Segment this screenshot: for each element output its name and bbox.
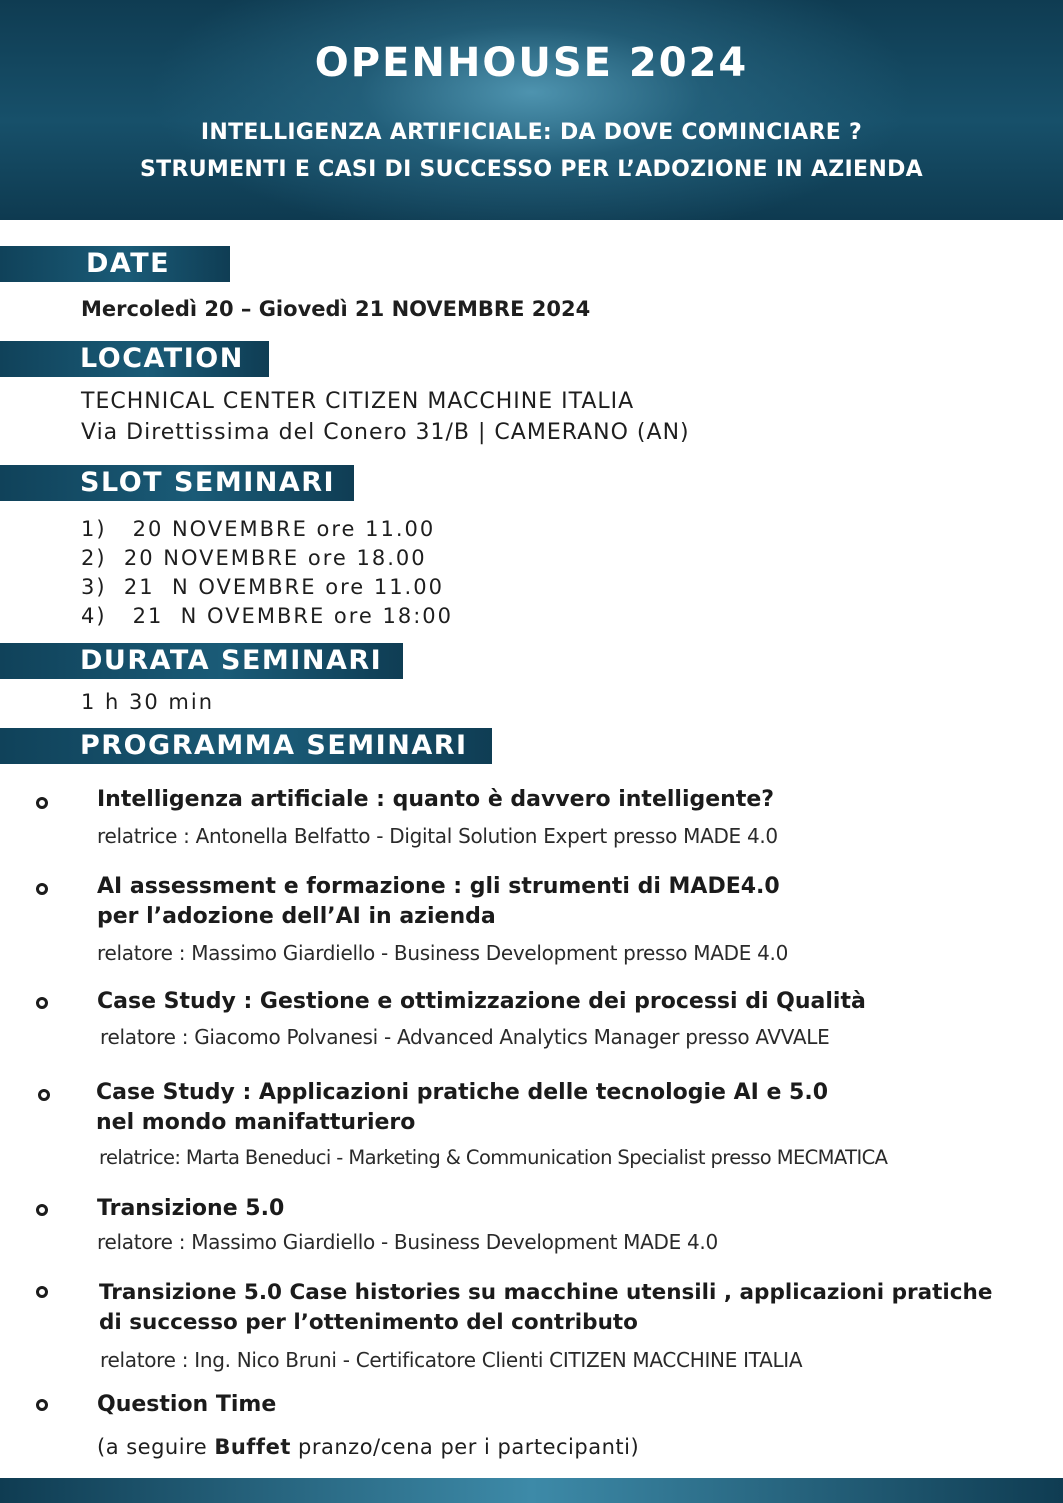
footer-bar xyxy=(0,1478,1063,1503)
program-item-title-continued: di successo per l’ottenimento del contributo xyxy=(99,1310,638,1335)
program-item-title: Transizione 5.0 Case histories su macchine utensili , applicazioni pratiche xyxy=(99,1280,993,1305)
program-item-speaker: relatore : Massimo Giardiello - Business Development MADE 4.0 xyxy=(97,1230,718,1254)
program-item-title-continued: nel mondo manifatturiero xyxy=(96,1110,416,1135)
section-heading-location: LOCATION xyxy=(0,341,269,377)
program-item-speaker: relatore : Massimo Giardiello - Business Development presso MADE 4.0 xyxy=(97,941,789,965)
program-item-speaker: relatore : Ing. Nico Bruni - Certificatore Clienti CITIZEN MACCHINE ITALIA xyxy=(100,1348,803,1372)
program-item-speaker: relatrice: Marta Beneduci - Marketing & Communication Specialist presso MECMATICA xyxy=(99,1146,888,1169)
program-item-title-continued: per l’adozione dell’AI in azienda xyxy=(97,904,496,929)
program-item-title: Intelligenza artificiale : quanto è davvero intelligente? xyxy=(97,787,775,812)
subtitle-line-1: INTELLIGENZA ARTIFICIALE: DA DOVE COMINCIARE ? xyxy=(200,120,863,145)
section-heading-duration: DURATA SEMINARI xyxy=(0,643,403,679)
bullet-icon xyxy=(36,797,48,809)
section-heading-program: PROGRAMMA SEMINARI xyxy=(0,728,492,764)
program-item-title: Case Study : Gestione e ottimizzazione dei processi di Qualità xyxy=(97,989,866,1014)
page-title: OPENHOUSE 2024 xyxy=(314,40,749,86)
location-address: Via Direttissima del Conero 31/B | CAMERANO (AN) xyxy=(81,420,690,445)
section-heading-slots: SLOT SEMINARI xyxy=(0,465,354,501)
program-item-title: AI assessment e formazione : gli strumenti di MADE4.0 xyxy=(97,874,780,899)
duration-value: 1 h 30 min xyxy=(81,690,215,714)
bullet-icon xyxy=(36,1204,48,1216)
program-item-title: Case Study : Applicazioni pratiche delle tecnologie AI e 5.0 xyxy=(96,1080,829,1105)
slot-item: 3) 21 N OVEMBRE ore 11.00 xyxy=(81,575,444,599)
bullet-icon xyxy=(36,1399,48,1411)
slot-item: 2) 20 NOVEMBRE ore 18.00 xyxy=(81,546,427,570)
buffet-note xyxy=(97,1435,639,1459)
bullet-icon xyxy=(38,1089,50,1101)
section-heading-date: DATE xyxy=(0,246,230,282)
program-item-speaker: relatore : Giacomo Polvanesi - Advanced Analytics Manager presso AVVALE xyxy=(100,1025,830,1049)
program-item-title: Transizione 5.0 xyxy=(97,1196,285,1221)
subtitle-line-2: STRUMENTI E CASI DI SUCCESSO PER L’ADOZIONE IN AZIENDA xyxy=(140,157,923,182)
program-item-speaker: relatrice : Antonella Belfatto - Digital Solution Expert presso MADE 4.0 xyxy=(97,824,778,848)
bullet-icon xyxy=(36,883,48,895)
slot-item: 1) 20 NOVEMBRE ore 11.00 xyxy=(81,517,436,541)
header-banner xyxy=(0,0,1063,220)
slot-item: 4) 21 N OVEMBRE ore 18:00 xyxy=(81,604,454,628)
program-item-title: Question Time xyxy=(97,1392,277,1417)
bullet-icon xyxy=(36,997,48,1009)
buffet-note-highlight: Buffet xyxy=(214,1435,291,1459)
bullet-icon xyxy=(36,1286,48,1298)
buffet-note-suffix: pranzo/cena per i partecipanti) xyxy=(290,1435,640,1459)
location-name: TECHNICAL CENTER CITIZEN MACCHINE ITALIA xyxy=(81,389,635,414)
date-value: Mercoledì 20 – Giovedì 21 NOVEMBRE 2024 xyxy=(81,297,591,321)
buffet-note-prefix: (a seguire xyxy=(97,1435,215,1459)
